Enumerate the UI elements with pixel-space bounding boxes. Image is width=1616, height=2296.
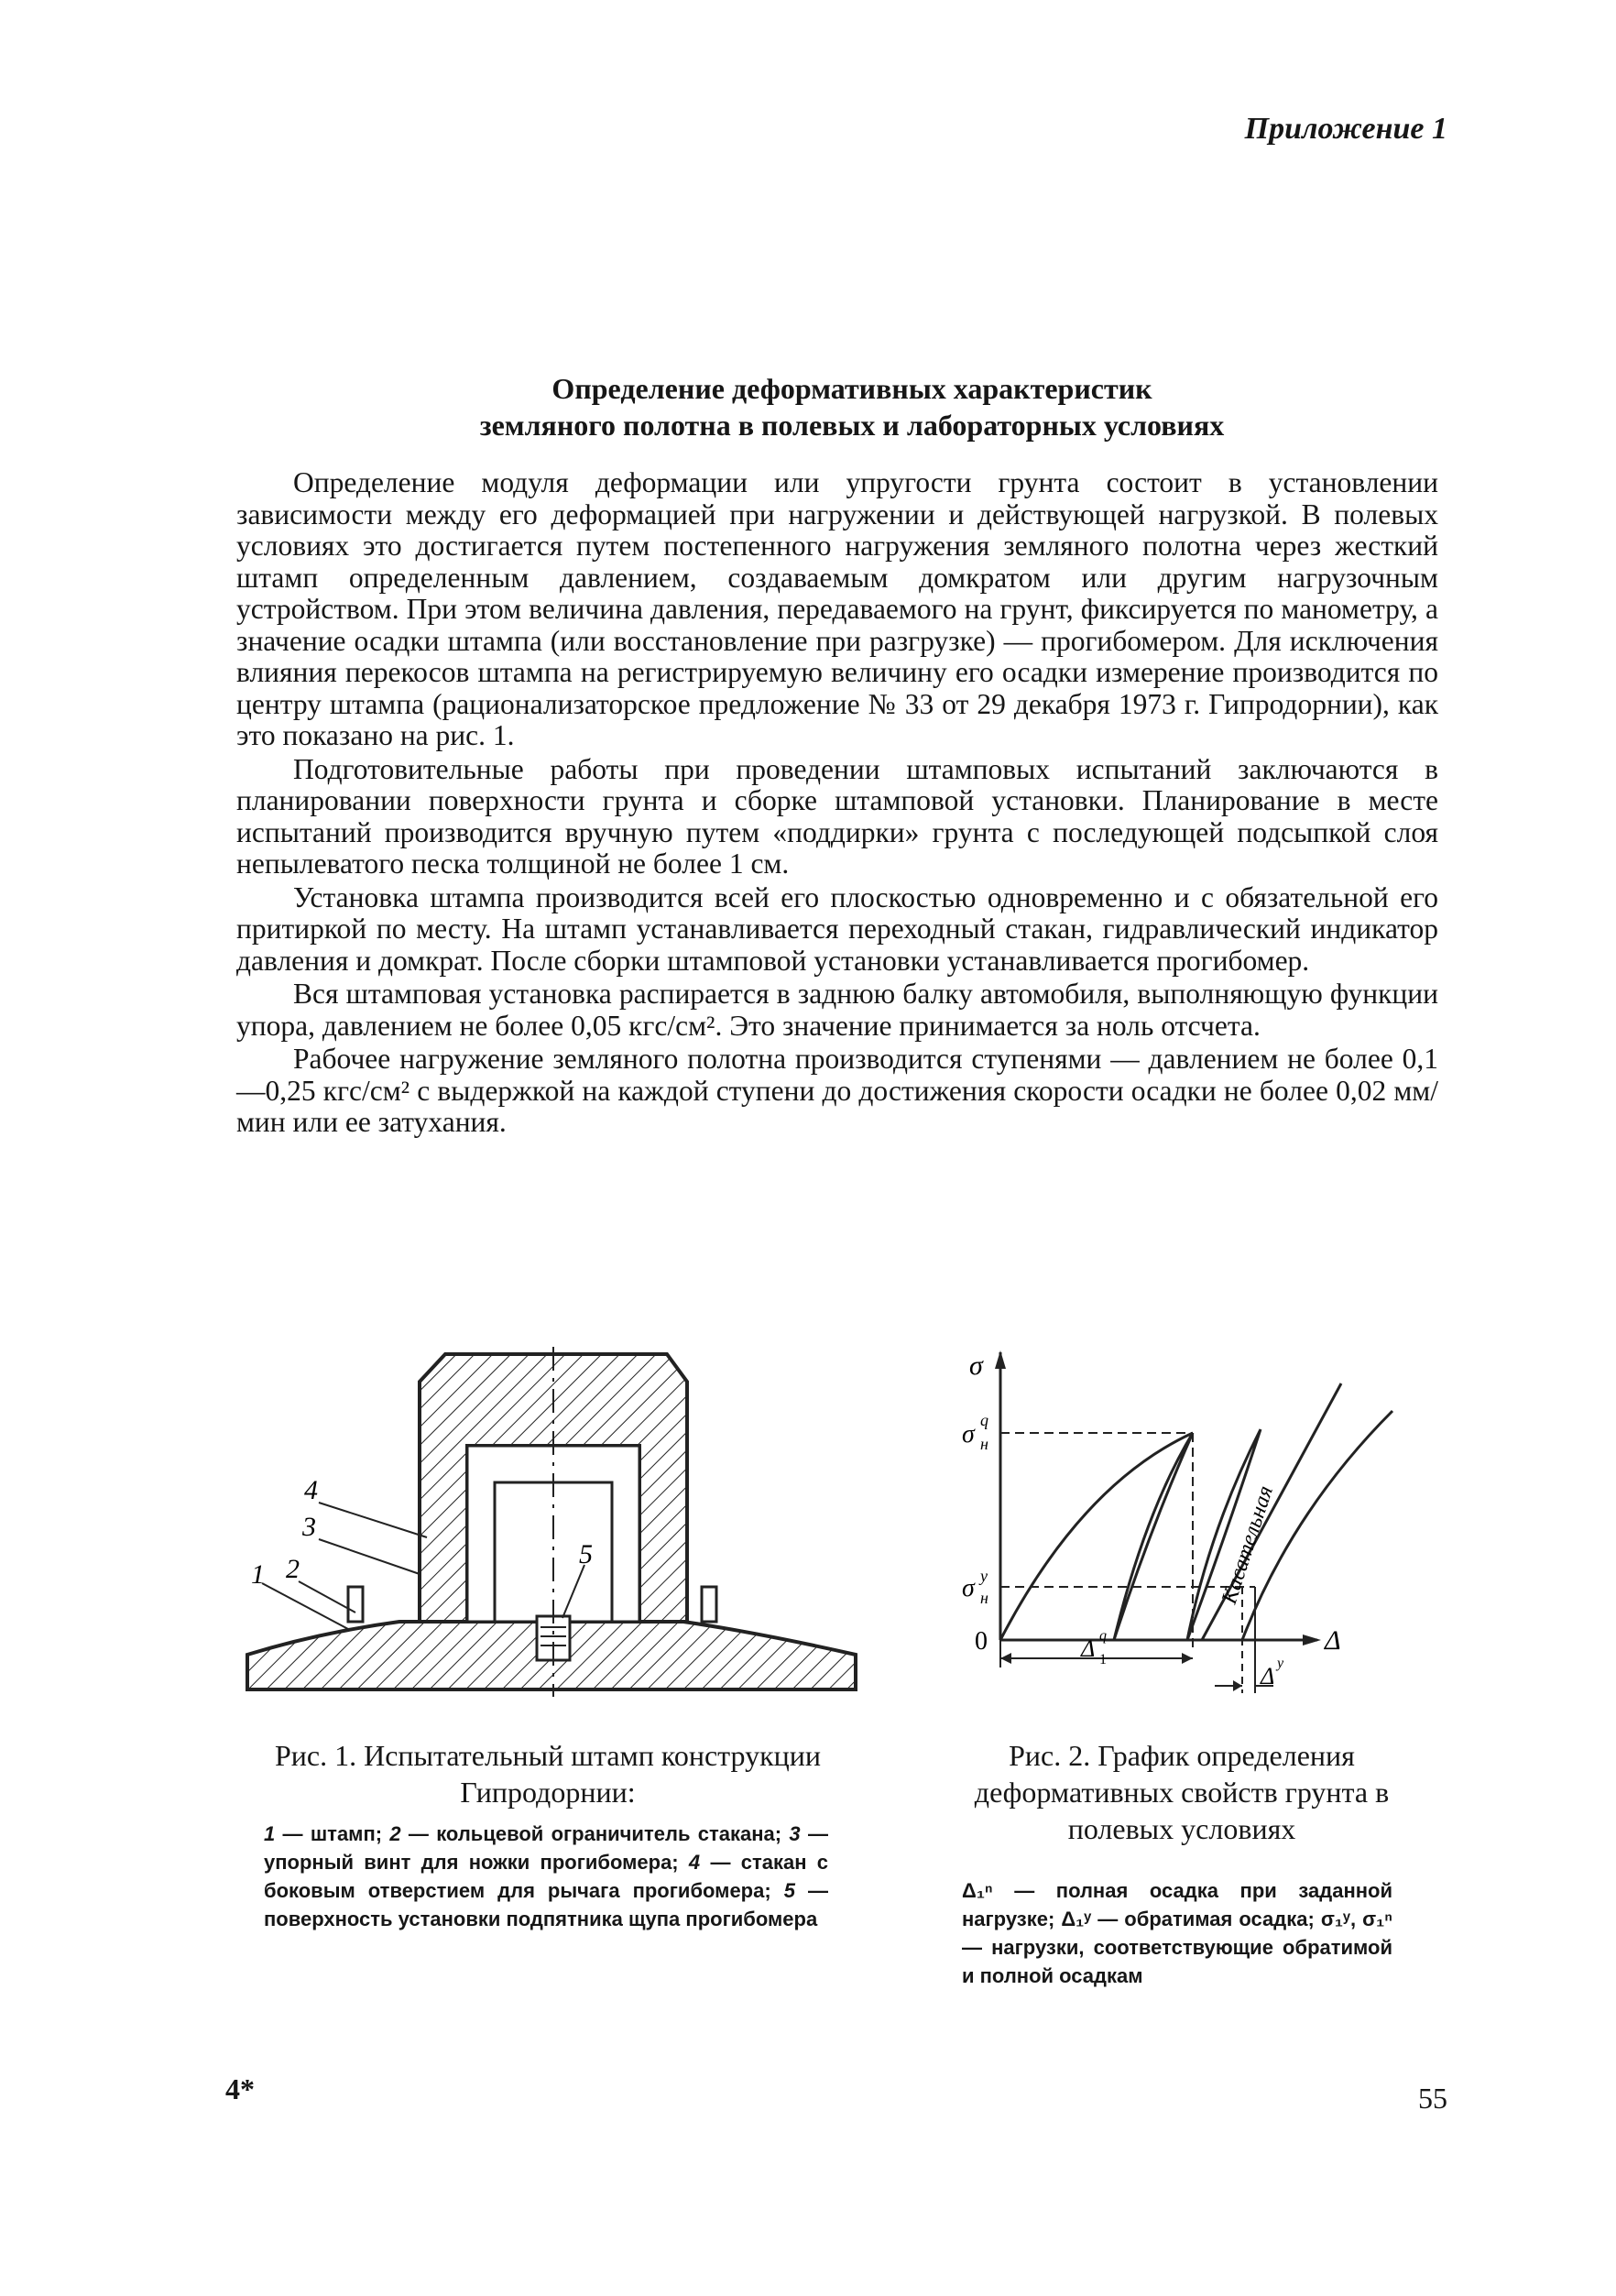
figure-1-drawing [246,1347,876,1704]
callout-4: 4 [304,1475,318,1505]
figure-1-legend [264,1820,828,1933]
loading-curve [1000,1433,1193,1640]
figure-1-caption-title: Рис. 1. Испытательный штамп конструкции Гипродорнии: [274,1739,822,1809]
callout-1: 1 [251,1559,265,1590]
callout-5: 5 [579,1539,593,1569]
delta-full-sup: q [1099,1628,1107,1644]
paragraph: Определение модуля деформации или упругости грунта состоит в установлении зависимости между его деформацией при нагружении и действующей нагрузкой. В полевых условиях это достигается путем постепенного нагружения земляного полотна через жесткий штамп определенным давлением, создаваемым домкратом или другим нагрузочным устройством. При этом величина давления, передаваемого на грунт, фиксируется по манометру, а значение осадки штампа (или восстановление при разгрузке) — прогибомером. Для исключения влияния перекосов штампа на регистрируемую величину его осадки измерение производится по центру штампа (рационализаторское предложение № 33 от 29 декабря 1973 г. Гипродорнии), как это показано на рис. 1. [236,466,1438,751]
figure-2-graph [962,1347,1447,1713]
sigma-elastic-sup: y [980,1567,988,1585]
ring-limiter-left [348,1587,363,1622]
delta-full-sub: 1 [1099,1652,1107,1667]
sigma-full-label: σ [962,1420,975,1449]
sigma-full-sup: q [980,1411,988,1429]
figure-2-legend: Δ₁ⁿ — полная осадка при заданной нагрузке; Δ₁ʸ — обратимая осадка; σ₁ʸ, σ₁ⁿ — нагрузки, соответствующие обратимой и полной осадкам [962,1879,1392,1987]
appendix-label: Приложение 1 [1244,112,1447,146]
title-line-2: земляного полотна в полевых и лабораторных условиях [479,409,1225,442]
paragraph: Вся штамповая установка распирается в заднюю балку автомобиля, выполняющую функции упора, давлением не более 0,05 кгс/см². Это значение принимается за ноль отсчета. [236,978,1438,1042]
legend-item: 2 — кольцевой ограничитель стакана; [389,1822,782,1845]
sigma-full-sub: н [980,1435,988,1453]
callout-3: 3 [302,1512,316,1542]
paragraph: Рабочее нагружение земляного полотна производится ступенями — давлением не более 0,1—0,25 кгс/см² с выдержкой на каждой ступени до достижения скорости осадки не более 0,02 мм/мин или ее затухания. [236,1043,1438,1138]
paragraph: Подготовительные работы при проведении штамповых испытаний заключаются в планировании поверхности грунта и сборке штамповой установки. Планирование в месте испытаний производится вручную путем «поддирки» грунта с последующей подсыпкой слоя непылеватого песка толщиной не более 1 см. [236,752,1438,880]
x-axis-label: Δ [1325,1625,1341,1656]
paragraph: Установка штампа производится всей его плоскостью одновременно и с обязательной его притиркой по месту. На штамп устанавливается переходный стакан, гидравлический индикатор давления и домкрат. После сборки штамповой установки устанавливается прогибомер. [236,880,1438,977]
sigma-elastic-sub: н [980,1589,988,1607]
body-text [236,467,1438,1139]
delta-full-label: Δ [1081,1635,1096,1662]
legend-item: 5 — поверхность установки подпятника щупа прогибомера [264,1879,828,1930]
legend-item: 4 — стакан с боковым отверстием для рычага прогибомера; [264,1851,828,1902]
page-number: 55 [1418,2082,1447,2115]
legend-item: 1 — штамп; [264,1822,383,1845]
tangent-label: Касательная [1217,1482,1279,1607]
y-axis-label: σ [969,1350,983,1381]
figure-2-caption-title: Рис. 2. График определения деформативных свойств грунта в полевых условиях [974,1739,1390,1845]
signature-mark: 4* [225,2072,255,2105]
title-line-1: Определение деформативных характеристик [551,372,1152,405]
legend-item: 3 — упорный винт для ножки прогибомера; [264,1822,828,1874]
callout-2: 2 [286,1554,300,1584]
origin-label: 0 [975,1627,988,1656]
delta-elastic-label: Δ [1261,1663,1275,1689]
unloading-loop-1 [1114,1433,1193,1640]
ring-limiter-right [702,1587,716,1622]
sigma-elastic-label: σ [962,1574,975,1602]
delta-elastic-sup: y [1277,1656,1284,1671]
